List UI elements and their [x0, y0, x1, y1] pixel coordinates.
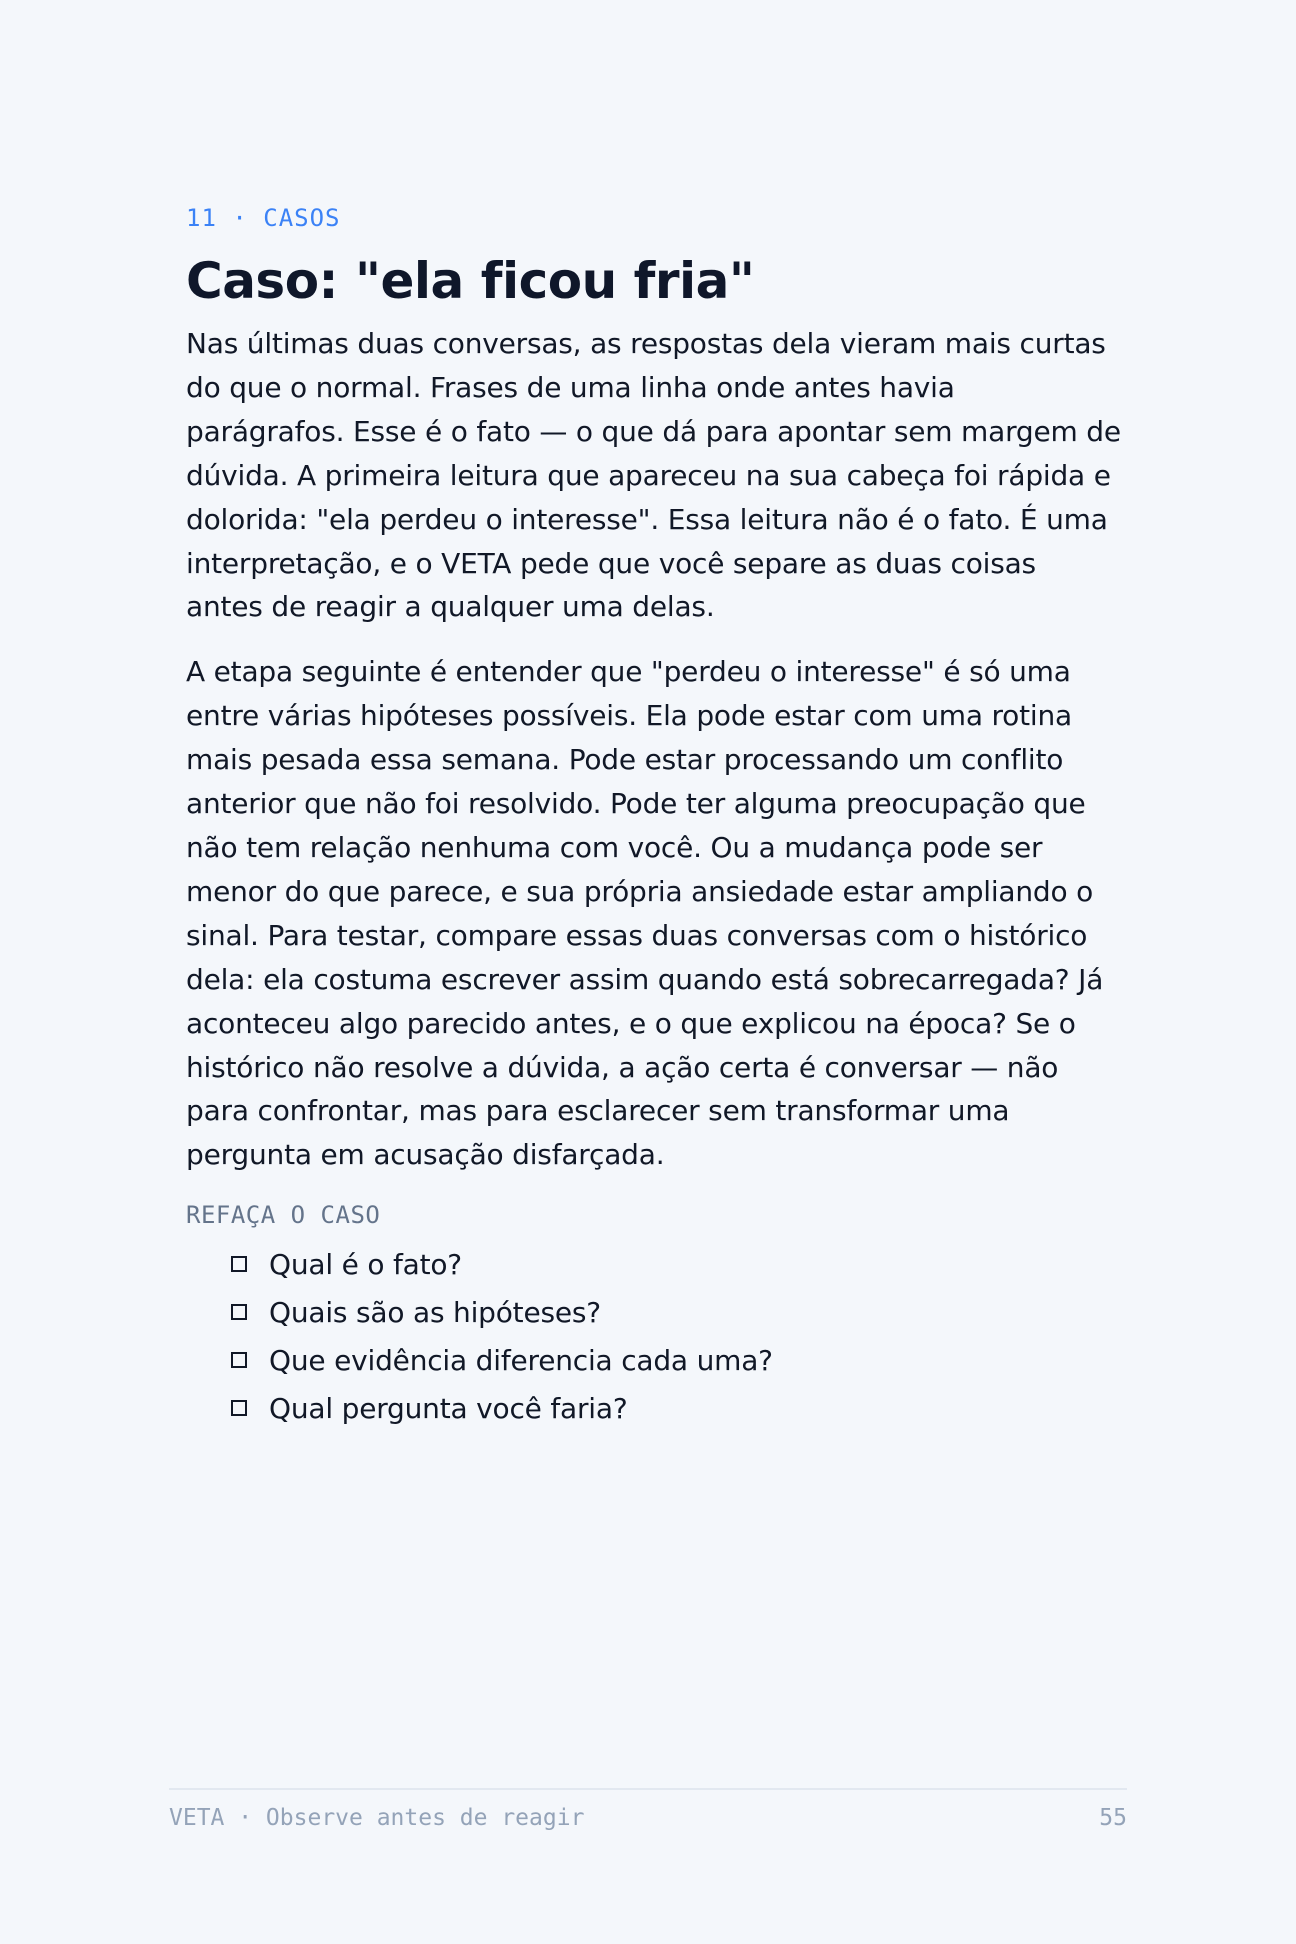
- checklist-item[interactable]: [231, 1336, 1121, 1384]
- checkbox-icon[interactable]: [231, 1304, 247, 1320]
- checklist-label: REFAÇA O CASO: [186, 1201, 381, 1230]
- checklist-item[interactable]: [231, 1240, 1121, 1288]
- body-paragraph: A etapa seguinte é entender que "perdeu o interesse" é só uma entre várias hipóteses possíveis. Ela pode estar com uma rotina mais pesada essa semana. Pode estar processando um conflito anterior que não foi resolvido. Pode ter alguma preocupação que não tem relação nenhuma com você. Ou a mudança pode ser menor do que parece, e sua própria ansiedade estar ampliando o sinal. Para testar, compare essas duas conversas com o histórico dela: ela costuma escrever assim quando está sobrecarregada? Já aconteceu algo parecido antes, e o que explicou na época? Se o histórico não resolve a dúvida, a ação certa é conversar — não para confrontar, mas para esclarecer sem transformar uma pergunta em acusação disfarçada.: [186, 655, 1104, 1172]
- checkbox-icon[interactable]: [231, 1256, 247, 1272]
- body-paragraph: Nas últimas duas conversas, as respostas dela vieram mais curtas do que o normal. Frases de uma linha onde antes havia parágrafos. Esse é o fato — o que dá para apontar sem margem de dúvida. A primeira leitura que apareceu na sua cabeça foi rápida e dolorida: "ela perdeu o interesse". Essa leitura não é o fato. É uma interpretação, e o VETA pede que você separe as duas coisas antes de reagir a qualquer uma delas.: [186, 327, 1121, 624]
- page-title: Caso: "ela ficou fria": [186, 252, 755, 310]
- checklist-item-text: Qual é o fato?: [269, 1247, 462, 1281]
- checklist-item-text: Que evidência diferencia cada uma?: [269, 1343, 773, 1377]
- page-content: [186, 198, 1121, 1432]
- checkbox-icon[interactable]: [231, 1352, 247, 1368]
- page-number: 55: [1099, 1805, 1127, 1831]
- page-footer: [169, 1788, 1127, 1836]
- checklist-item[interactable]: [231, 1288, 1121, 1336]
- review-checklist: [186, 1240, 1121, 1432]
- checklist-item-text: Qual pergunta você faria?: [269, 1391, 628, 1425]
- checklist-item-text: Quais são as hipóteses?: [269, 1295, 601, 1329]
- chapter-eyebrow: 11 · CASOS: [186, 204, 341, 232]
- footer-title: VETA · Observe antes de reagir: [169, 1805, 585, 1831]
- checkbox-icon[interactable]: [231, 1400, 247, 1416]
- checklist-item[interactable]: [231, 1384, 1121, 1432]
